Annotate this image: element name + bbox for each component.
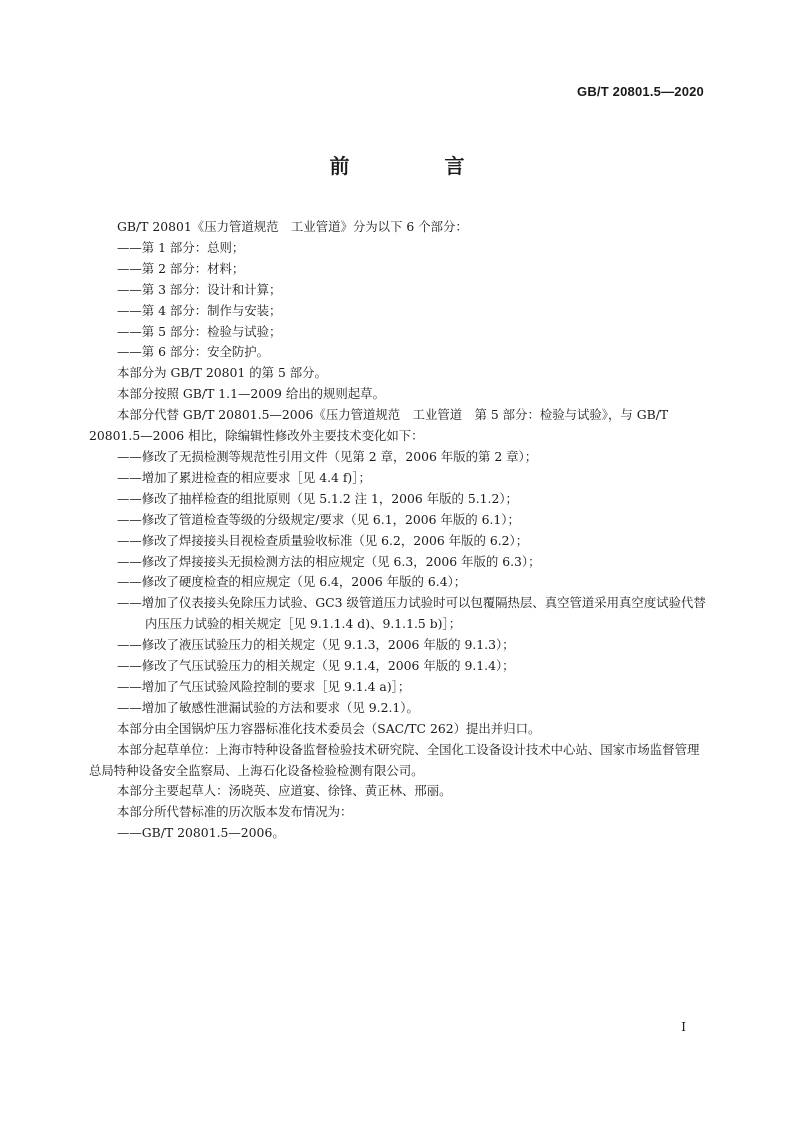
- change-item: ——修改了气压试验压力的相关规定（见 9.1.4，2006 年版的 9.1.4）；: [117, 658, 515, 674]
- change-item: ——修改了抽样检查的组批原则（见 5.1.2 注 1，2006 年版的 5.1.2）；: [117, 490, 518, 506]
- part-item: ——第 3 部分：设计和计算；: [117, 281, 282, 297]
- foreword-body: [89, 217, 709, 844]
- standard-code: GB/T 20801.5—2020: [577, 84, 704, 99]
- change-item: ——修改了硬度检查的相应规定（见 6.4，2006 年版的 6.4）；: [117, 574, 467, 590]
- change-item: ——增加了气压试验风险控制的要求［见 9.1.4 a)］；: [117, 678, 411, 694]
- history-intro-paragraph: 本部分所代替标准的历次版本发布情况为：: [117, 804, 353, 820]
- drafting-rules-paragraph: 本部分按照 GB/T 1.1—2009 给出的规则起草。: [117, 386, 385, 402]
- this-part-paragraph: 本部分为 GB/T 20801 的第 5 部分。: [117, 365, 327, 381]
- change-item: ——增加了仪表接头免除压力试验、GC3 级管道压力试验时可以包覆隔热层、真空管道采用真空度试验代替内压压力试验的相关规定［见 9.1.1.4 d)、9.1.1.5 b)］；: [117, 595, 706, 632]
- change-item: ——增加了敏感性泄漏试验的方法和要求（见 9.2.1）。: [117, 699, 419, 715]
- change-item: ——修改了焊接接头目视检查质量验收标准（见 6.2，2006 年版的 6.2）；: [117, 532, 529, 548]
- history-item: ——GB/T 20801.5—2006。: [117, 825, 285, 841]
- drafters-paragraph: 本部分主要起草人：汤晓英、应道宴、徐锋、黄正林、邢丽。: [117, 783, 452, 799]
- drafting-units-paragraph: 本部分起草单位：上海市特种设备监督检验技术研究院、全国化工设备设计技术中心站、国家市场监督管理总局特种设备安全监察局、上海石化设备检验检测有限公司。: [89, 741, 700, 778]
- intro-paragraph: GB/T 20801《压力管道规范 工业管道》分为以下 6 个部分：: [117, 219, 468, 234]
- page-number: I: [681, 1020, 686, 1034]
- part-item: ——第 6 部分：安全防护。: [117, 344, 270, 360]
- change-item: ——修改了管道检查等级的分级规定/要求（见 6.1，2006 年版的 6.1）；: [117, 511, 520, 527]
- page-title: 前 言: [329, 154, 509, 178]
- part-item: ——第 1 部分：总则；: [117, 239, 245, 255]
- change-item: ——修改了无损检测等规范性引用文件（见第 2 章，2006 年版的第 2 章）；: [117, 448, 538, 464]
- change-item: ——修改了液压试验压力的相关规定（见 9.1.3，2006 年版的 9.1.3）；: [117, 637, 515, 653]
- change-item: ——修改了焊接接头无损检测方法的相应规定（见 6.3，2006 年版的 6.3）；: [117, 553, 541, 569]
- part-item: ——第 4 部分：制作与安装；: [117, 302, 282, 318]
- part-item: ——第 2 部分：材料；: [117, 260, 245, 276]
- change-item: ——增加了累进检查的相应要求［见 4.4 f)］；: [117, 469, 371, 485]
- proposed-by-paragraph: 本部分由全国锅炉压力容器标准化技术委员会（SAC/TC 262）提出并归口。: [117, 720, 541, 736]
- part-item: ——第 5 部分：检验与试验；: [117, 323, 282, 339]
- replaces-paragraph: 本部分代替 GB/T 20801.5—2006《压力管道规范 工业管道 第 5 部分：检验与试验》，与 GB/T 20801.5—2006 相比，除编辑性修改外主要技术变化如下：: [89, 407, 669, 444]
